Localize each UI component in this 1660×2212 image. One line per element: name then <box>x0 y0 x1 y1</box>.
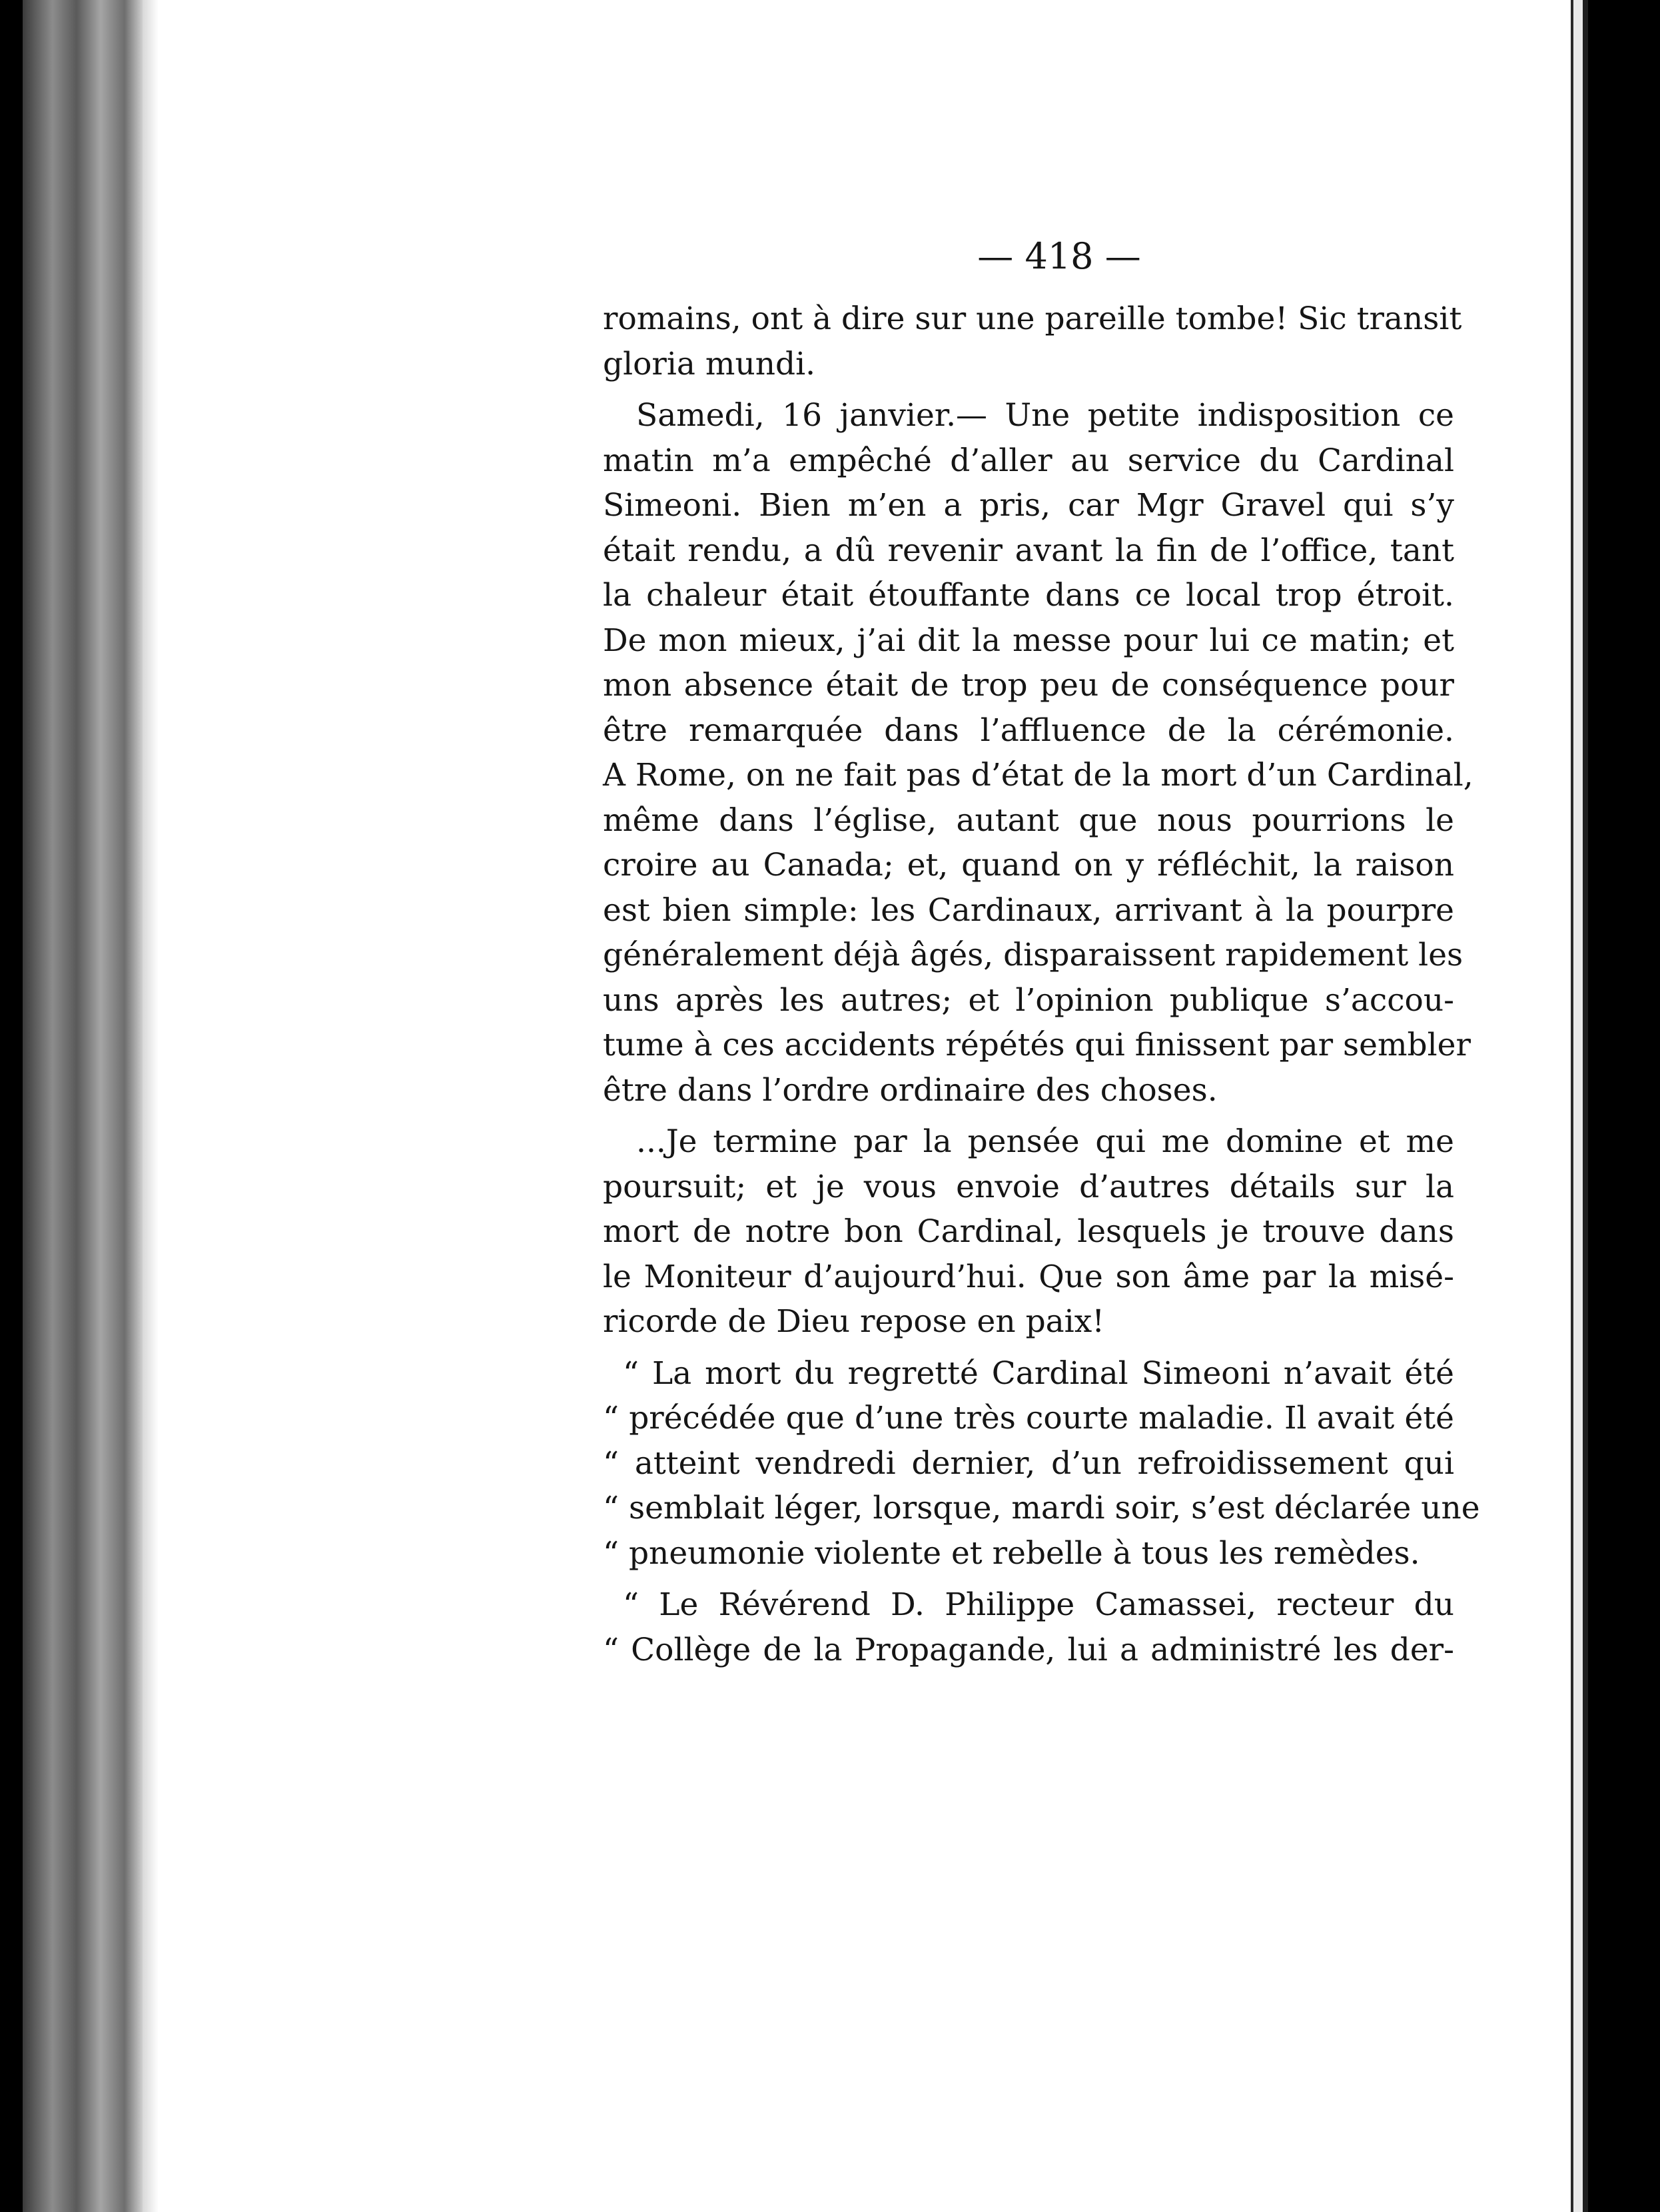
text-line: Samedi, 16 janvier.— Une petite indisposition ce <box>636 397 1454 434</box>
text-line: “ pneumonie violente et rebelle à tous les remèdes. <box>603 1534 1420 1572</box>
paragraph-quotation <box>603 1351 1480 1576</box>
paragraph-quotation-continued <box>603 1582 1454 1672</box>
page-edge-left <box>143 0 159 2212</box>
text-line: De mon mieux, j’ai dit la messe pour lui ce matin; et <box>603 622 1454 659</box>
text-line: uns après les autres; et l’opinion publique s’accou- <box>603 981 1454 1019</box>
text-line: “ Collège de la Propagande, lui a administré les der- <box>603 1631 1454 1668</box>
text-line: Simeoni. Bien m’en a pris, car Mgr Gravel qui s’y <box>603 487 1454 524</box>
text-line: romains, ont à dire sur une pareille tombe! Sic transit <box>603 300 1462 337</box>
text-line: matin m’a empêché d’aller au service du Cardinal <box>603 442 1454 479</box>
text-line: “ semblait léger, lorsque, mardi soir, s’est déclarée une <box>603 1490 1480 1526</box>
book-spine-shadow <box>23 0 143 2212</box>
text-line: poursuit; et je vous envoie d’autres détails sur la <box>603 1168 1454 1205</box>
paragraph-continued <box>603 296 1462 386</box>
text-line: croire au Canada; et, quand on y réfléchit, la raison <box>603 847 1454 883</box>
text-line: la chaleur était étouffante dans ce local trop étroit. <box>603 577 1454 614</box>
text-line: généralement déjà âgés, disparaissent rapidement les <box>603 937 1463 973</box>
scan-edge-right <box>1588 0 1660 2212</box>
text-line: être remarquée dans l’affluence de la cérémonie. <box>603 712 1454 749</box>
body-text <box>603 296 1480 1672</box>
text-line: même dans l’église, autant que nous pourrions le <box>603 802 1454 839</box>
text-line: mort de notre bon Cardinal, lesquels je trouve dans <box>603 1213 1454 1250</box>
paragraph-closing <box>603 1119 1454 1345</box>
text-line: mon absence était de trop peu de conséquence pour <box>603 667 1454 704</box>
text-line: le Moniteur d’aujourd’hui. Que son âme par la misé- <box>603 1258 1454 1295</box>
text-line: tume à ces accidents répétés qui finissent par sembler <box>603 1027 1471 1063</box>
text-line: “ atteint vendredi dernier, d’un refroidissement qui <box>603 1444 1454 1482</box>
text-line: A Rome, on ne fait pas d’état de la mort d’un Cardinal, <box>603 757 1473 794</box>
next-page-strip <box>1573 0 1583 2212</box>
page-number: — 418 — <box>977 235 1141 277</box>
text-line: est bien simple: les Cardinaux, arrivant à la pourpre <box>603 891 1454 929</box>
page-gutter-right <box>1583 0 1588 2212</box>
text-line: ricorde de Dieu repose en paix! <box>603 1303 1105 1340</box>
text-line: “ précédée que d’une très courte maladie. Il avait été <box>603 1400 1454 1436</box>
text-line: était rendu, a dû revenir avant la fin de l’office, tant <box>603 532 1454 569</box>
text-line: ...Je termine par la pensée qui me domine et me <box>636 1123 1454 1160</box>
scan-edge-left <box>0 0 23 2212</box>
text-line: être dans l’ordre ordinaire des choses. <box>603 1071 1218 1109</box>
text-line: gloria mundi. <box>603 345 816 382</box>
text-line: “ La mort du regretté Cardinal Simeoni n’avait été <box>623 1355 1454 1392</box>
paragraph-diary-entry <box>603 393 1473 1113</box>
text-line: “ Le Révérend D. Philippe Camassei, recteur du <box>623 1586 1454 1623</box>
